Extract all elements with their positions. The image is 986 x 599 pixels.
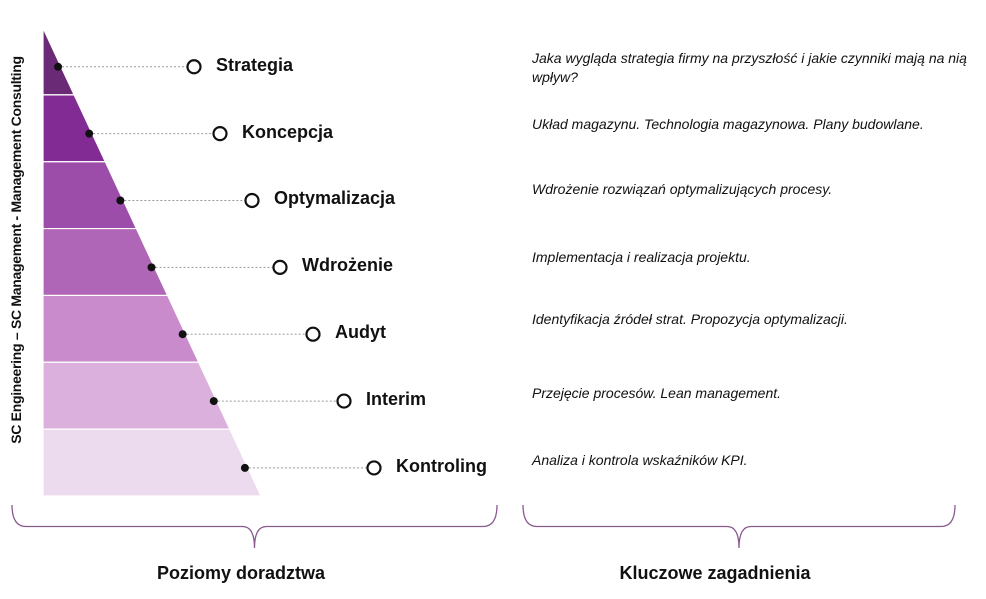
level-label-6: Kontroling bbox=[396, 455, 487, 476]
level-label-0: Strategia bbox=[216, 54, 294, 75]
level-marker-3 bbox=[274, 261, 287, 274]
connector-dot-1 bbox=[85, 130, 93, 138]
brace-left bbox=[12, 505, 497, 548]
connector-dot-5 bbox=[210, 397, 218, 405]
level-description-6: Analiza i kontrola wskaźników KPI. bbox=[532, 452, 748, 468]
pyramid-band-6 bbox=[43, 429, 261, 496]
pyramid-band-5 bbox=[43, 362, 230, 429]
level-marker-4 bbox=[307, 328, 320, 341]
level-description-5: Przejęcie procesów. Lean management. bbox=[532, 385, 782, 401]
connector-dot-2 bbox=[116, 196, 124, 204]
level-description-0: Jaka wygląda strategia firmy na przyszłość i jakie czynniki mają na nią wpływ? bbox=[532, 50, 967, 85]
level-marker-1 bbox=[214, 127, 227, 140]
level-description-4: Identyfikacja źródeł strat. Propozycja optymalizacji. bbox=[532, 311, 848, 327]
footer-right-label: Kluczowe zagadnienia bbox=[619, 563, 811, 583]
level-label-1: Koncepcja bbox=[242, 121, 334, 142]
level-description-3: Implementacja i realizacja projektu. bbox=[532, 249, 751, 265]
level-marker-5 bbox=[338, 395, 351, 408]
connector-dot-3 bbox=[147, 263, 155, 271]
connector-dot-4 bbox=[179, 330, 187, 338]
level-marker-6 bbox=[368, 461, 381, 474]
connector-dot-6 bbox=[241, 464, 249, 472]
level-label-5: Interim bbox=[366, 389, 427, 410]
level-label-3: Wdrożenie bbox=[302, 255, 394, 276]
pyramid-band-4 bbox=[43, 295, 199, 362]
connector-dot-0 bbox=[54, 63, 62, 71]
level-label-2: Optymalizacja bbox=[274, 188, 396, 209]
pyramid-band-0 bbox=[43, 28, 74, 95]
vertical-label-wrapper bbox=[2, 0, 30, 500]
level-label-4: Audyt bbox=[335, 322, 386, 343]
level-description-1: Układ magazynu. Technologia magazynowa. Plany budowlane. bbox=[532, 116, 924, 132]
brace-right bbox=[523, 505, 955, 548]
level-description-2: Wdrożenie rozwiązań optymalizujących procesy. bbox=[532, 181, 833, 197]
vertical-label: SC Engineering – SC Management - Management Consulting bbox=[8, 56, 25, 444]
pyramid-band-1 bbox=[43, 95, 105, 162]
level-marker-2 bbox=[246, 194, 259, 207]
footer-left-label: Poziomy doradztwa bbox=[156, 563, 326, 583]
pyramid-band-2 bbox=[43, 162, 136, 229]
pyramid-band-3 bbox=[43, 229, 168, 296]
level-marker-0 bbox=[188, 60, 201, 73]
